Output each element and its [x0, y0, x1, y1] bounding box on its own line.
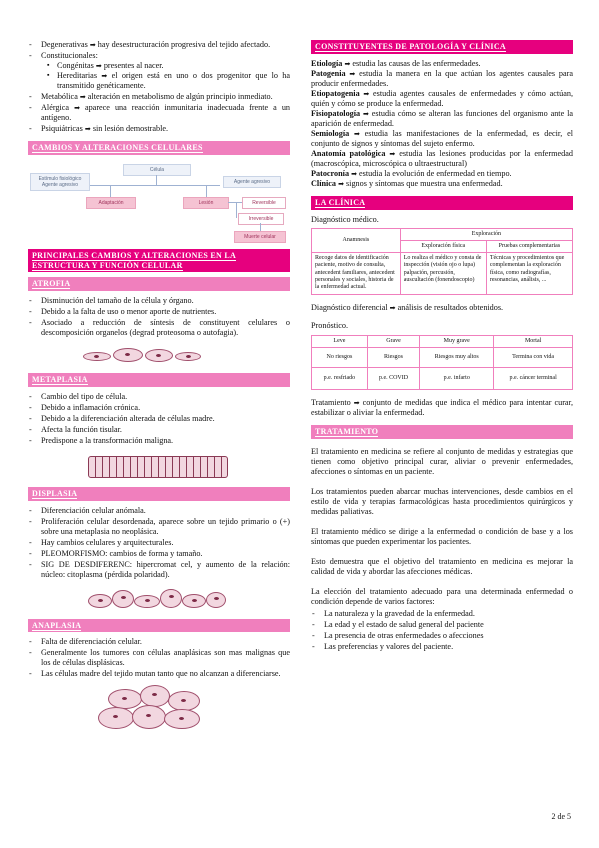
cell-shape	[83, 352, 111, 361]
metaplasia-list	[28, 392, 290, 446]
page-number: 2 de 5	[551, 812, 571, 822]
definitions-list	[311, 59, 573, 189]
definition-item: Etiopatogenia ➡ estudia agentes causales de enfermedades y cómo actúan, quién y cómo se produce la enfermedad.	[311, 88, 574, 108]
table-header: Leve	[312, 335, 368, 347]
factors-list	[311, 609, 573, 652]
diagram-node-agente: Agente agresivo	[223, 176, 281, 188]
cell-shape	[132, 705, 166, 729]
arrow-right-icon: ➡	[354, 129, 360, 138]
paragraph: Esto demuestra que el objetivo del tratamiento en medicina es mejorar la calidad de vida y abordar las afecciones médicas.	[311, 556, 573, 576]
cell-shape	[175, 352, 201, 361]
list-item: - Debido a la diferenciación alterada de células madre.	[28, 414, 290, 424]
table-header-exploracion: Exploración	[400, 228, 572, 240]
arrow-right-icon: ➡	[351, 169, 357, 178]
list-item: - Disminución del tamaño de la célula y órgano.	[28, 296, 290, 306]
left-column	[28, 40, 290, 739]
list-item: - Afecta la función tisular.	[28, 425, 290, 435]
section-header-displasia: DISPLASIA	[28, 487, 290, 501]
list-item: - Hay cambios celulares y arquitecturales.	[28, 538, 290, 548]
arrow-right-icon: ➡	[74, 104, 80, 112]
section-header-cambios: CAMBIOS Y ALTERACIONES CELULARES	[28, 141, 290, 155]
diagram-connector	[156, 175, 157, 185]
diagnostico-medico-label: Diagnóstico médico.	[311, 214, 379, 224]
list-item: - Degenerativas ➡ hay desestructuración progresiva del tejido afectado.	[28, 40, 290, 50]
disease-types-list	[28, 40, 290, 134]
arrow-right-icon: ➡	[389, 149, 396, 158]
list-item: - Debido a la falta de uso o menor aporte de nutrientes.	[28, 307, 290, 317]
cell-shape	[88, 594, 112, 608]
diagram-node-irreversible: Irreversible	[238, 213, 284, 225]
diagnostico-diferencial: Diagnóstico diferencial ➡ análisis de resultados obtenidos.	[311, 302, 504, 312]
section-header-tratamiento: TRATAMIENTO	[311, 425, 573, 439]
arrow-right-icon: ➡	[101, 72, 108, 80]
atrofia-list	[28, 296, 290, 338]
diagnostico-table	[311, 228, 573, 295]
table-cell: Lo realiza el médico y consta de inspección (visión ojo o lupa) palpación, percusión, auscultación (fonendoscopio)	[400, 253, 486, 295]
table-header-pruebas: Pruebas complementarias	[486, 240, 572, 252]
paragraph: Los tratamientos pueden abarcar muchas intervenciones, desde cambios en el estilo de vida y terapias farmacológicas hasta procedimientos quirúrgicos y medidas paliativas.	[311, 486, 573, 516]
section-header-constituyentes: CONSTITUYENTES DE PATOLOGÍA Y CLÍNICA	[311, 40, 573, 54]
arrow-right-icon: ➡	[89, 41, 96, 49]
cell-shape	[113, 348, 143, 362]
list-item: - SIG DE DESDIFERENC: hipercromat cel, y aumento de la relación: núcleo: citoplasma (pérdida polaridad).	[28, 560, 290, 580]
arrow-right-icon: ➡	[349, 69, 356, 78]
arrow-right-icon: ➡	[344, 59, 351, 68]
cell-shape	[112, 590, 134, 608]
diagram-node-celula: Célula	[123, 164, 191, 176]
list-item: - Predispone a la transformación maligna.	[28, 436, 290, 446]
cell-shape	[206, 592, 226, 608]
cell-shape	[134, 595, 160, 608]
table-header-anamnesis: Anamnesis	[312, 228, 401, 253]
table-cell: Recoge datos de identificación paciente, motivo de consulta, antecedent familiares, antecedent personales y sociales, historia de la enfermedad actual.	[312, 253, 401, 295]
diagram-connector	[260, 223, 261, 231]
definition-item: Clínica ➡ signos y síntomas que muestra una enfermedad.	[311, 178, 503, 188]
arrow-right-icon: ➡	[363, 89, 370, 98]
list-item: - PLEOMORFISMO: cambios de forma y tamaño.	[28, 549, 290, 559]
definition-item: Semiología ➡ estudia las manifestaciones de la enfermedad, es decir, el conjunto de signos y síntomas del sujeto enfermo.	[311, 128, 574, 148]
arrow-right-icon: ➡	[79, 93, 86, 101]
definition-item: Etiología ➡ estudia las causas de las enfermedades.	[311, 58, 481, 68]
table-cell: Riesgos muy altos	[420, 348, 494, 368]
list-item: - Las células madre del tejido mutan tanto que no alcanzan a diferenciarse.	[28, 669, 290, 679]
paragraph: El tratamiento en medicina se refiere al conjunto de medidas y estrategias que tienen como objetivo principal curar, aliviar o prevenir enfermedades, afecciones o síntomas en un paciente.	[311, 446, 573, 476]
list-item: - Metabólica ➡ alteración en metabolismo de algún principio inmediato.	[28, 92, 290, 102]
arrow-right-icon: ➡	[84, 125, 91, 133]
paragraph: La elección del tratamiento adecuado para una determinada enfermedad o condición depende de varios factores:	[311, 586, 573, 606]
table-cell: p.e. infarto	[420, 368, 494, 390]
table-header: Muy grave	[420, 335, 494, 347]
definition-item: Patocronía ➡ estudia la evolución de enfermedad en tiempo.	[311, 168, 512, 178]
list-item: - Psiquiátricas ➡ sin lesión demostrable.	[28, 124, 290, 134]
table-cell: Técnicas y procedimientos que complementan la exploración física, como radiografías, resonancias, análisis, ...	[486, 253, 572, 295]
table-header-exploracion-fisica: Exploración física	[400, 240, 486, 252]
list-item: - Diferenciación celular anómala.	[28, 506, 290, 516]
list-item: - Cambio del tipo de célula.	[28, 392, 290, 402]
cell-shape	[164, 709, 200, 729]
cell-shape	[168, 691, 200, 711]
diagram-connector	[236, 202, 237, 218]
section-header-clinica: LA CLÍNICA	[311, 196, 573, 210]
list-item: - Generalmente los tumores con células anaplásicas son mas malignas que los de células displásicas.	[28, 648, 290, 668]
cell-shape	[160, 589, 182, 608]
table-cell: Riesgos	[367, 348, 419, 368]
table-cell: p.e. resfriado	[312, 368, 368, 390]
table-header: Mortal	[494, 335, 573, 347]
tratamiento-definition: Tratamiento ➡ conjunto de medidas que indica el médico para intentar curar, estabilizar o aliviar la enfermedad.	[311, 398, 574, 417]
sub-list	[45, 61, 290, 91]
arrow-right-icon: ➡	[338, 179, 344, 188]
list-item: - Las preferencias y valores del paciente.	[311, 642, 573, 652]
list-item: - Proliferación celular desordenada, aparece sobre un tejido primario o (+) sobre una metaplasia no neoplásica.	[28, 517, 290, 537]
anaplasia-list	[28, 637, 290, 679]
atrofia-cells-illustration	[83, 344, 203, 366]
diagram-connector	[110, 185, 111, 197]
list-item: - La naturaleza y la gravedad de la enfermedad.	[311, 609, 573, 619]
diagram-node-estimulo: Estímulo fisiológico Agente agresivo	[30, 173, 90, 191]
cell-shape	[108, 689, 142, 709]
diagram-connector	[206, 185, 207, 197]
displasia-list	[28, 506, 290, 580]
definition-item: Anatomía patológica ➡ estudia las lesiones producidas por la enfermedad (macroscópica, microscópica o ultraestructural)	[311, 148, 573, 168]
diagram-node-adaptacion: Adaptación	[86, 197, 136, 209]
list-item: - Alérgica ➡ aparece una reacción inmunitaria inadecuada frente a un antígeno.	[28, 103, 290, 123]
table-header: Grave	[367, 335, 419, 347]
list-item: - Falta de diferenciación celular.	[28, 637, 290, 647]
anaplasia-cells-illustration	[98, 685, 208, 733]
sub-list-item: ▪ Hereditarias ➡ el origen está en uno o dos progenitor que lo ha transmitido genéticamente.	[45, 71, 290, 91]
cell-shape	[182, 594, 206, 608]
cell-shape	[145, 349, 173, 362]
list-item: - La presencia de otras enfermedades o afecciones	[311, 631, 573, 641]
pronostico-label: Pronóstico.	[311, 320, 349, 330]
table-cell: p.e. COVID	[367, 368, 419, 390]
diagram-node-reversible: Reversible	[242, 197, 286, 209]
definition-item: Patogenia ➡ estudia la manera en la que actúan los agentes causales para producir enfermedades.	[311, 68, 574, 88]
diagram-node-lesion: Lesión	[183, 197, 229, 209]
metaplasia-cells-illustration	[88, 452, 228, 480]
section-header-principales: PRINCIPALES CAMBIOS Y ALTERACIONES EN LA ESTRUCTURA Y FUNCIÓN CELULAR	[28, 249, 290, 273]
cell-shape	[140, 685, 170, 707]
table-cell: No riesgos	[312, 348, 368, 368]
cell-changes-diagram	[28, 160, 290, 242]
arrow-right-icon: ➡	[363, 109, 369, 118]
paragraph: El tratamiento médico se dirige a la enfermedad o condición de base y a los síntomas que pueden experimentar los pacientes.	[311, 526, 573, 546]
arrow-right-icon: ➡	[95, 62, 102, 70]
sub-list-item: ▪ Congénitas ➡ presentes al nacer.	[45, 61, 290, 71]
list-item: - Constitucionales: ▪ Congénitas ➡ presentes al nacer. ▪ Hereditarias ➡ el origen está en uno o dos progenitor que lo ha transmitido genéticamente.	[28, 51, 290, 91]
table-cell: p.e. cáncer terminal	[494, 368, 573, 390]
diagram-node-muerte: Muerte celular	[234, 231, 286, 243]
cell-shape	[98, 707, 134, 729]
pronostico-table	[311, 335, 573, 390]
section-header-atrofia: ATROFIA	[28, 277, 290, 291]
right-column	[311, 40, 573, 653]
section-header-metaplasia: METAPLASIA	[28, 373, 290, 387]
arrow-right-icon: ➡	[353, 399, 360, 407]
diagram-connector	[228, 202, 242, 203]
list-item: - Debido a inflamación crónica.	[28, 403, 290, 413]
list-item: - La edad y el estado de salud general del paciente	[311, 620, 573, 630]
displasia-cells-illustration	[88, 586, 228, 612]
definition-item: Fisiopatología ➡ estudia cómo se alteran las funciones del organismo ante la aparición de enfermedad.	[311, 108, 573, 128]
list-item: - Asociado a reducción de síntesis de constituyent celulares o descomposición organelos (degrad proteosoma o autofagia).	[28, 318, 290, 338]
section-header-anaplasia: ANAPLASIA	[28, 619, 290, 633]
arrow-right-icon: ➡	[389, 303, 396, 312]
table-cell: Termina con vida	[494, 348, 573, 368]
cell-layer-shape	[88, 456, 228, 478]
